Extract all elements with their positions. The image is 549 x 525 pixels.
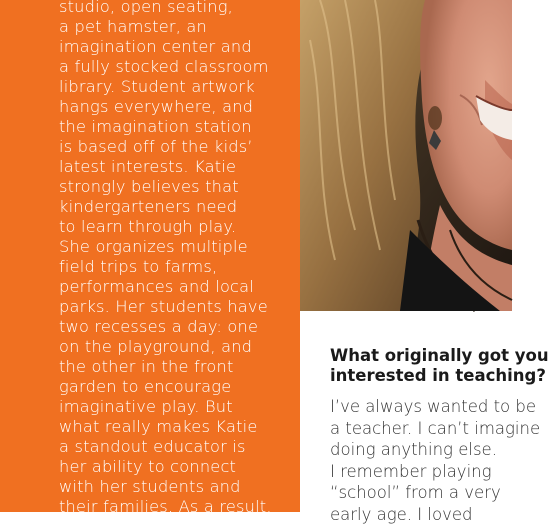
teacher-portrait-photo — [300, 0, 512, 311]
article-body — [59, 0, 299, 517]
article-line: their families. As a result, — [59, 497, 299, 517]
article-line: studio, open seating, — [59, 0, 299, 17]
answer-line: I’ve always wanted to be — [330, 396, 512, 418]
article-line: field trips to farms, — [59, 257, 299, 277]
answer-line: I remember playing — [330, 461, 512, 483]
article-line: a pet hamster, an — [59, 17, 299, 37]
interview-answer — [330, 396, 512, 525]
article-line: a standout educator is — [59, 437, 299, 457]
article-line: is based off of the kids’ — [59, 137, 299, 157]
article-line: latest interests. Katie — [59, 157, 299, 177]
article-line: imagination center and — [59, 37, 299, 57]
article-line: parks. Her students have — [59, 297, 299, 317]
article-line: She organizes multiple — [59, 237, 299, 257]
answer-line: “school” from a very — [330, 482, 512, 504]
answer-line: doing anything else. — [330, 439, 512, 461]
article-line: kindergarteners need — [59, 197, 299, 217]
article-line: hangs everywhere, and — [59, 97, 299, 117]
article-line: performances and local — [59, 277, 299, 297]
article-line: garden to encourage — [59, 377, 299, 397]
question-line: interested in teaching? — [330, 366, 512, 386]
article-line: two recesses a day: one — [59, 317, 299, 337]
answer-line: early age. I loved — [330, 504, 512, 525]
article-line: a fully stocked classroom — [59, 57, 299, 77]
article-line: the other in the front — [59, 357, 299, 377]
article-line: on the playground, and — [59, 337, 299, 357]
article-line: strongly believes that — [59, 177, 299, 197]
article-line: the imagination station — [59, 117, 299, 137]
article-line: what really makes Katie — [59, 417, 299, 437]
article-line: to learn through play. — [59, 217, 299, 237]
article-line: her ability to connect — [59, 457, 299, 477]
interview-qa — [330, 346, 512, 525]
question-line: What originally got you — [330, 346, 512, 366]
article-line: library. Student artwork — [59, 77, 299, 97]
portrait-illustration — [300, 0, 512, 311]
interview-question — [330, 346, 512, 386]
answer-line: a teacher. I can’t imagine — [330, 418, 512, 440]
article-line: with her students and — [59, 477, 299, 497]
article-line: imaginative play. But — [59, 397, 299, 417]
